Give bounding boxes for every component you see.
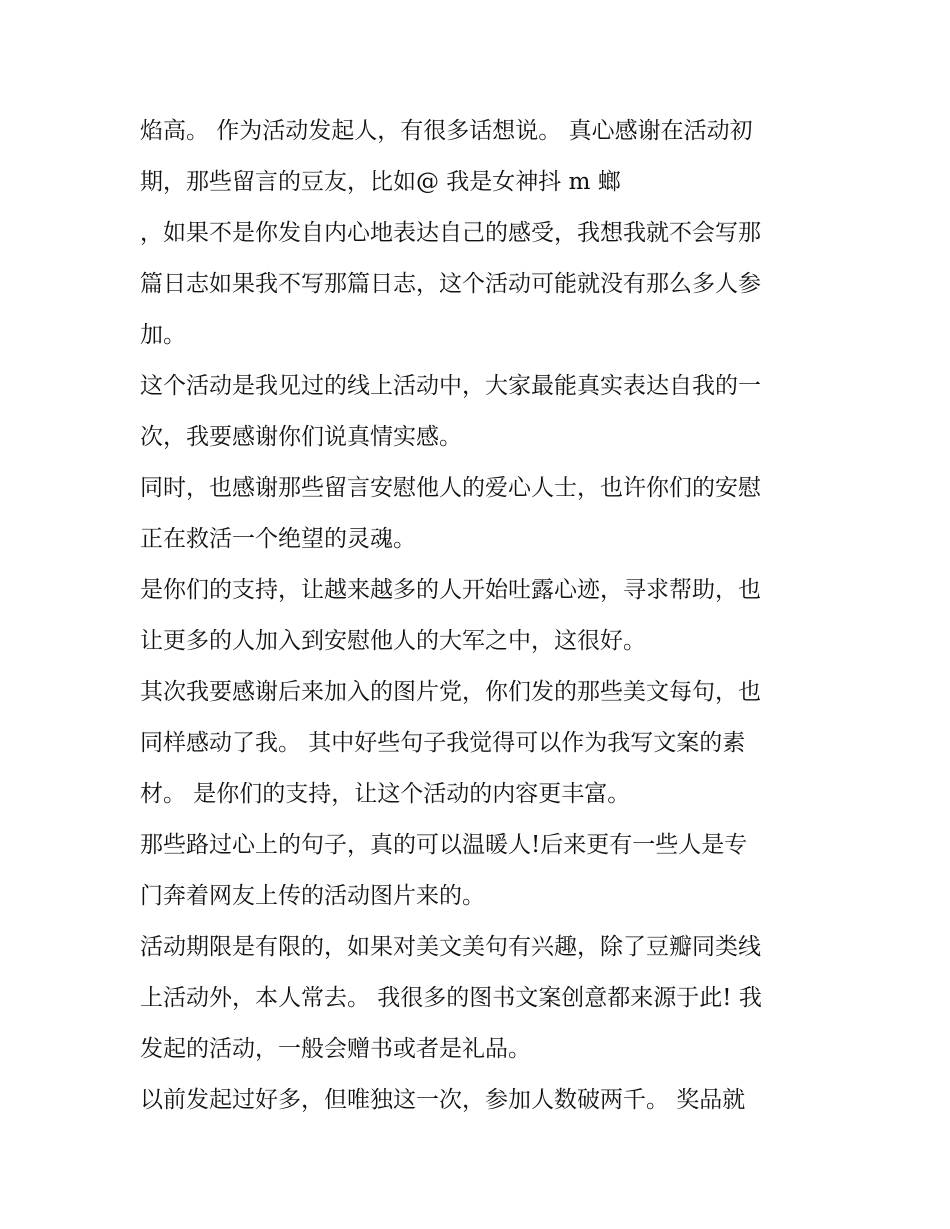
text-line: ，如果不是你发自内心地表达自己的感受，我想我就不会写那: [140, 220, 761, 246]
text-line: 同样感动了我。 其中好些句子我觉得可以作为我写文案的素: [140, 730, 746, 756]
text-line: 发起的活动，一般会赠书或者是礼品。: [140, 1036, 531, 1062]
text-line: 以前发起过好多，但唯独这一次，参加人数破两千。 奖品就: [140, 1087, 746, 1113]
text-line: 活动期限是有限的，如果对美文美句有兴趣，除了豆瓣同类线: [140, 934, 761, 960]
text-line: 上活动外，本人常去。 我很多的图书文案创意都来源于此! 我: [140, 985, 762, 1011]
text-line: 这个活动是我见过的线上活动中，大家最能真实表达自我的一: [140, 373, 761, 399]
text-line: 同时，也感谢那些留言安慰他人的爱心人士，也许你们的安慰: [140, 475, 761, 501]
text-line: 让更多的人加入到安慰他人的大军之中，这很好。: [140, 628, 646, 654]
body-text: [140, 106, 820, 1126]
text-line: 是你们的支持，让越来越多的人开始吐露心迹，寻求帮助，也: [140, 577, 761, 603]
text-line: 次，我要感谢你们说真情实感。: [140, 424, 462, 450]
text-line: 期，那些留言的豆友，比如@ 我是女神抖 m 螂: [140, 169, 621, 195]
text-line: 焰高。 作为活动发起人，有很多话想说。 真心感谢在活动初: [140, 118, 753, 144]
text-line: 篇日志如果我不写那篇日志，这个活动可能就没有那么多人参: [140, 271, 761, 297]
text-line: 加。: [140, 322, 186, 348]
text-line: 那些路过心上的句子，真的可以温暖人!后来更有一些人是专: [140, 832, 748, 858]
text-line: 其次我要感谢后来加入的图片党，你们发的那些美文每句，也: [140, 679, 761, 705]
text-line: 门奔着网友上传的活动图片来的。: [140, 883, 485, 909]
text-line: 材。 是你们的支持，让这个活动的内容更丰富。: [140, 781, 631, 807]
text-line: 正在救活一个绝望的灵魂。: [140, 526, 416, 552]
